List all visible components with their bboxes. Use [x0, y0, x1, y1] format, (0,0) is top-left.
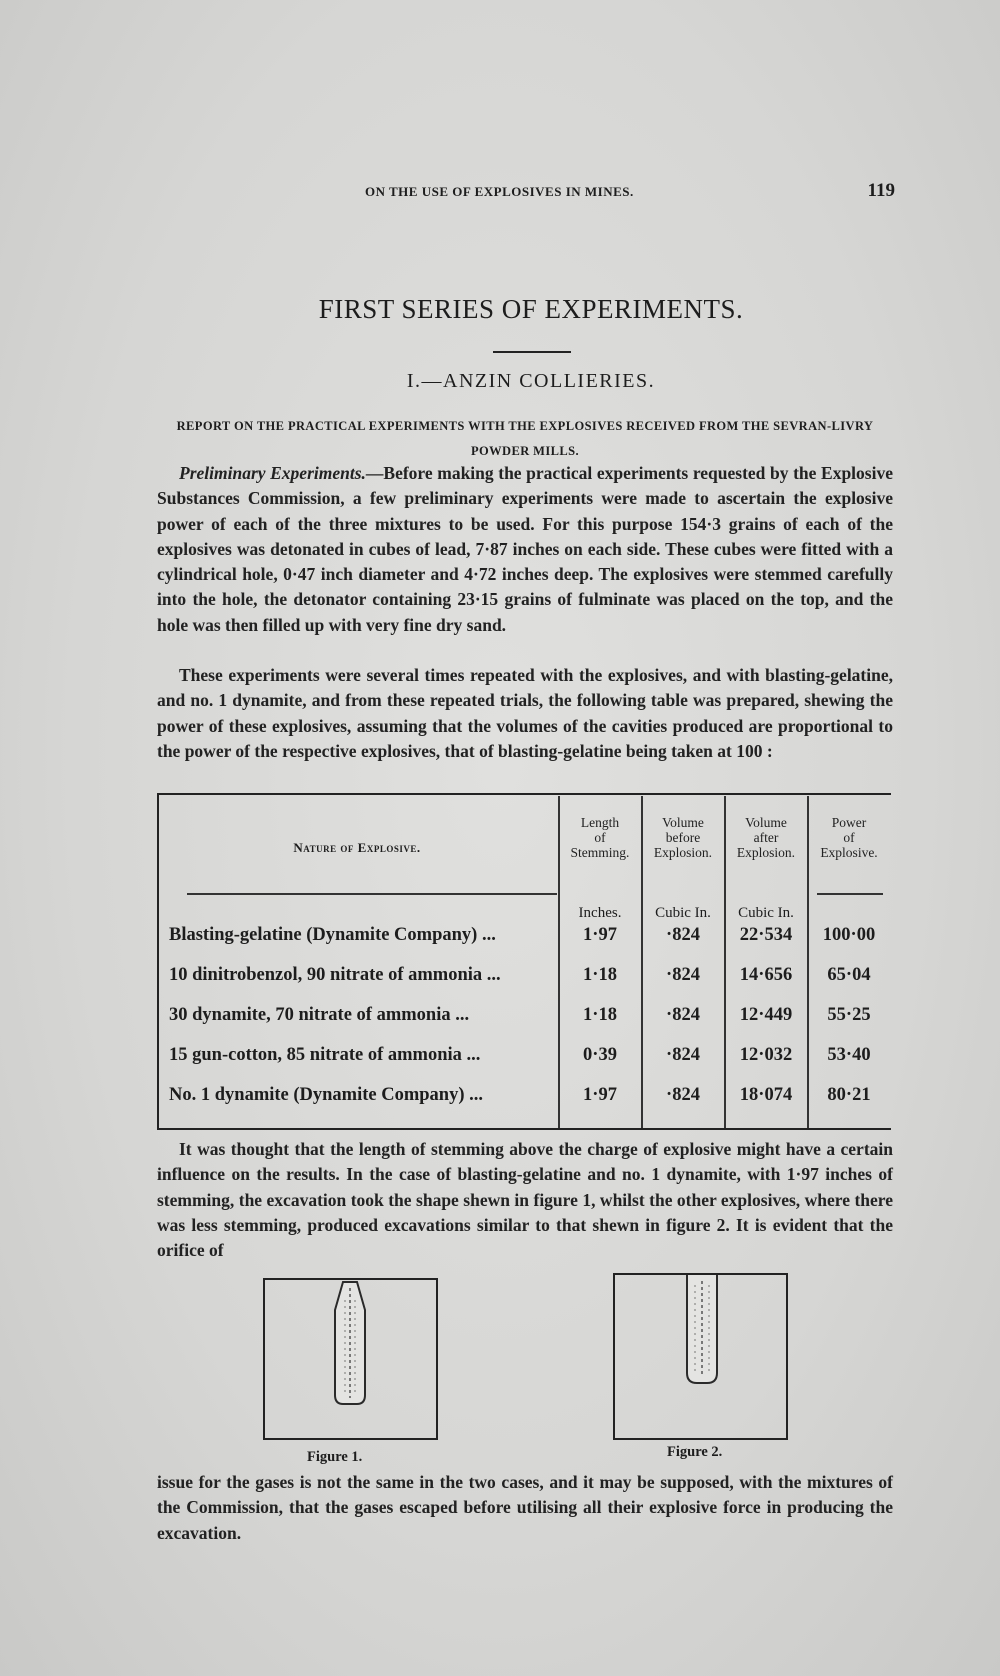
header-line: Explosion.	[653, 845, 713, 860]
table-cell: 53·40	[827, 1045, 871, 1065]
header-line: Explosion.	[736, 845, 796, 860]
header-line: Length	[580, 815, 620, 830]
section-heading: I.—ANZIN COLLIERIES.	[406, 370, 656, 392]
table-row-label: 15 gun-cotton, 85 nitrate of ammonia ...	[169, 1045, 481, 1065]
table-header-rule	[187, 893, 557, 895]
table-cell: 100·00	[822, 925, 876, 945]
table-row-label: 30 dynamite, 70 nitrate of ammonia ...	[169, 1005, 470, 1025]
header-nature: Nature of Explosive.	[293, 840, 421, 855]
table-cell: ·824	[666, 1085, 700, 1105]
report-heading: REPORT ON THE PRACTICAL EXPERIMENTS WITH THE EXPLOSIVES RECEIVED FROM THE SEVRAN-LIVRY POWDER MILLS.	[176, 419, 874, 458]
figure-1-caption: Figure 1.	[307, 1449, 363, 1465]
header-line: Volume	[745, 815, 787, 830]
heading-divider	[493, 351, 571, 353]
paragraph-preliminary	[157, 461, 893, 638]
figure-1-cavity	[265, 1280, 436, 1438]
table-cell: 0·39	[583, 1045, 617, 1065]
header-line: Explosive.	[820, 845, 878, 860]
paragraph-text: issue for the gases is not the same in the two cases, and it may be supposed, with the mixtures of the Commission, that the gases escaped before utilising all their explosive force in producing the excavation.	[157, 1472, 893, 1543]
table-cell: 1·18	[583, 1005, 617, 1025]
table-cell: 1·18	[583, 965, 617, 985]
figure-2-cavity	[615, 1275, 786, 1438]
figure-1-diagram	[263, 1278, 438, 1440]
table-cell: 18·074	[739, 1085, 793, 1105]
table-header-rule	[817, 893, 883, 895]
table-top-rule	[157, 793, 891, 795]
table-cell: ·824	[666, 925, 700, 945]
table-cell: ·824	[666, 1045, 700, 1065]
page-number: 119	[867, 180, 895, 201]
unit-after: Cubic In.	[738, 905, 794, 921]
header-line: of	[594, 830, 606, 845]
paragraph-table-intro	[157, 663, 893, 764]
paragraph-lead: Preliminary Experiments.	[179, 463, 366, 483]
table-cell: 55·25	[827, 1005, 871, 1025]
table-cell: 12·032	[739, 1045, 793, 1065]
header-line: before	[665, 830, 701, 845]
explosive-power-table	[157, 793, 891, 1133]
series-heading: FIRST SERIES OF EXPERIMENTS.	[318, 294, 744, 324]
header-stemming	[558, 815, 642, 860]
paragraph-text: It was thought that the length of stemming above the charge of explosive might have a certain influence on the results. In the case of blasting-gelatine and no. 1 dynamite, with 1·97 inches of stemming, the excavation took the shape shewn in figure 1, whilst the other explosives, where there was less stemming, produced excavations similar to that shewn in figure 2. It is evident that the orifice of	[157, 1139, 893, 1261]
table-cell: 1·97	[583, 1085, 617, 1105]
table-cell: 12·449	[739, 1005, 793, 1025]
unit-before: Cubic In.	[655, 905, 711, 921]
header-line: of	[843, 830, 855, 845]
paragraph-conclusion	[157, 1470, 893, 1546]
table-row-label: 10 dinitrobenzol, 90 nitrate of ammonia ...	[169, 965, 501, 985]
header-volume-before	[641, 815, 725, 860]
header-line: Volume	[662, 815, 704, 830]
table-cell: 65·04	[827, 965, 871, 985]
header-line: Power	[831, 815, 867, 830]
running-title: ON THE USE OF EXPLOSIVES IN MINES.	[365, 184, 634, 199]
figure-2-caption: Figure 2.	[667, 1444, 723, 1460]
paragraph-text: These experiments were several times repeated with the explosives, and with blasting-gelatine, and no. 1 dynamite, and from these repeated trials, the following table was prepared, shewing the power of these explosives, assuming that the volumes of the cavities produced are proportional to the power of the respective explosives, that of blasting-gelatine being taken at 100 :	[157, 665, 893, 761]
table-cell: 14·656	[739, 965, 793, 985]
table-row-label: No. 1 dynamite (Dynamite Company) ...	[169, 1085, 483, 1105]
table-cell: 1·97	[583, 925, 617, 945]
table-cell: ·824	[666, 1005, 700, 1025]
running-head	[155, 180, 895, 204]
header-line: Stemming.	[570, 845, 630, 860]
table-cell: 80·21	[827, 1085, 871, 1105]
paragraph-text: —Before making the practical experiments requested by the Explosive Substances Commission, a few preliminary experiments were made to ascertain the explosive power of each of the three mixtures to be used. For this purpose 154·3 grains of each of the explosives was detonated in cubes of lead, 7·87 inches on each side. These cubes were fitted with a cylindrical hole, 0·47 inch diameter and 4·72 inches deep. The explosives were stemmed carefully into the hole, the detonator containing 23·15 grains of fulminate was placed on the top, and the hole was then filled up with very fine dry sand.	[157, 463, 893, 635]
table-bottom-rule	[157, 1128, 891, 1130]
figure-2-diagram	[613, 1273, 788, 1440]
table-row-label: Blasting-gelatine (Dynamite Company) ...	[169, 925, 496, 945]
unit-stemming: Inches.	[578, 905, 622, 921]
table-cell: ·824	[666, 965, 700, 985]
table-cell: 22·534	[739, 925, 793, 945]
header-volume-after	[724, 815, 808, 860]
paragraph-stemming	[157, 1137, 893, 1263]
header-line: after	[753, 830, 779, 845]
header-power	[807, 815, 891, 860]
